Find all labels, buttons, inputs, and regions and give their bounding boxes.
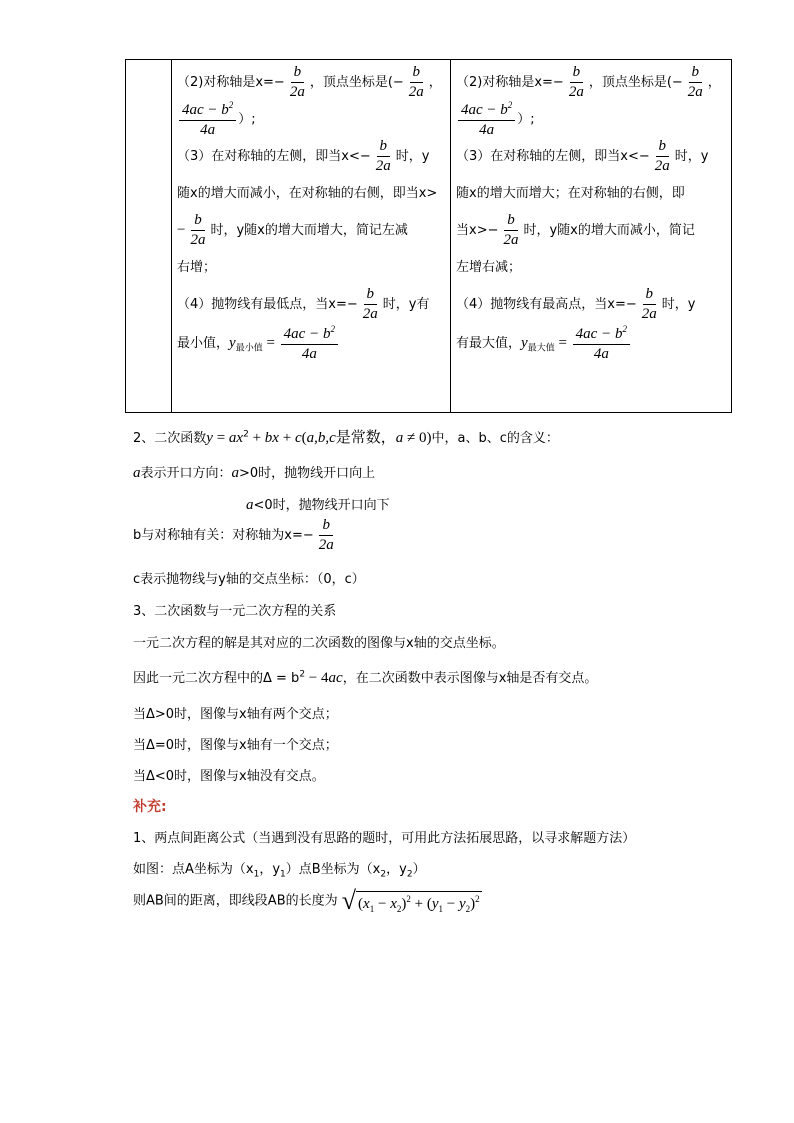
table-cell-a-positive [172, 60, 451, 413]
sec3-line-2: 因此一元二次方程中的$\Delta = b^2 - 4ac$，在二次函数中表示图像与x轴是否有交点。 [133, 669, 598, 686]
right-monotonic-1: （3）在对称轴的左侧，即当x<− $\frac{b}{2a}$ 时，y [456, 138, 709, 174]
supplement-line-1: 1、两点间距离公式（当遇到没有思路的题时，可用此方法拓展思路，以寻求解题方法） [133, 831, 636, 846]
sec3-line-1: 一元二次方程的解是其对应的二次函数的图像与x轴的交点坐标。 [133, 636, 505, 651]
sec2-c-note: c表示抛物线与y轴的交点坐标：（0，c） [133, 572, 365, 587]
left-monotonic-4: 右增； [177, 260, 217, 275]
sec3-title: 3、二次函数与一元二次方程的关系 [133, 604, 337, 619]
right-vertex-y: $\frac{4ac - b^2}{4a}$ ）; [456, 101, 726, 138]
sec2-b-note: b与对称轴有关：对称轴为x=− $\frac{b}{2a}$ [133, 517, 334, 553]
table-blank-cell [126, 60, 172, 413]
supplement-line-2: 如图：点A坐标为（$x_1$，$y_1$）点B坐标为（$x_2$，$y_2$） [133, 862, 426, 880]
left-monotonic-2: 随x的增大而减小，在对称轴的右侧，即当x> [177, 186, 438, 201]
sec3-line-5: 当Δ<0时，图像与x轴没有交点。 [133, 769, 325, 784]
right-monotonic-2: 随x的增大而增大；在对称轴的右侧，即 [456, 186, 685, 201]
left-vertex-y: $\frac{4ac - b^2}{4a}$ ）; [177, 101, 445, 138]
comparison-table [125, 59, 732, 413]
supplement-title: 补充: [133, 799, 167, 815]
table-cell-a-negative [451, 60, 732, 413]
left-monotonic-3: − $\frac{b}{2a}$ 时，y随x的增大而增大，简记左减 [177, 212, 408, 248]
right-max-2: 有最大值，$y_{最大值}$ = $\frac{4ac - b^2}{4a}$ [456, 325, 726, 368]
right-max-1: （4）抛物线有最高点，当x=− $\frac{b}{2a}$ 时，y [456, 286, 696, 322]
right-monotonic-4: 左增右减； [456, 260, 522, 275]
right-monotonic-3: 当x>− $\frac{b}{2a}$ 时，y随x的增大而减小，简记 [456, 212, 695, 248]
sec3-line-3: 当Δ>0时，图像与x轴有两个交点； [133, 707, 338, 722]
left-axis-line: （2)对称轴是x=− $\frac{b}{2a}$ ，顶点坐标是(− $\frac{b}{2a}$ ， [177, 64, 442, 100]
left-min-2: 最小值，$y_{最小值}$ = $\frac{4ac - b^2}{4a}$ [177, 325, 445, 368]
right-axis-line: （2)对称轴是x=− $\frac{b}{2a}$ ，顶点坐标是(− $\frac{b}{2a}$ ， [456, 64, 721, 100]
sec2-a-note-2: a<0时，抛物线开口向下 [246, 497, 390, 513]
sec2-heading: 2、二次函数$y = ax^2$ + bx + c(a,b,c是常数，a ≠ 0)中，a、b、c的含义： [133, 429, 559, 446]
sec2-a-note-1: a表示开口方向：a>0时，抛物线开口向上 [133, 465, 376, 481]
distance-formula: √ $(x_1 - x_2)^2 + (y_1 - y_2)^2$ [341, 886, 480, 915]
left-monotonic-1: （3）在对称轴的左侧，即当x<− $\frac{b}{2a}$ 时，y [177, 138, 430, 174]
left-min-1: （4）抛物线有最低点，当x=− $\frac{b}{2a}$ 时，y有 [177, 286, 430, 322]
sec3-line-4: 当Δ=0时，图像与x轴有一个交点； [133, 738, 338, 753]
supplement-line-3: 则AB间的距离，即线段AB的长度为 √ $(x_1 - x_2)^2 + (y_1 - y_2)^2$ [133, 886, 480, 915]
